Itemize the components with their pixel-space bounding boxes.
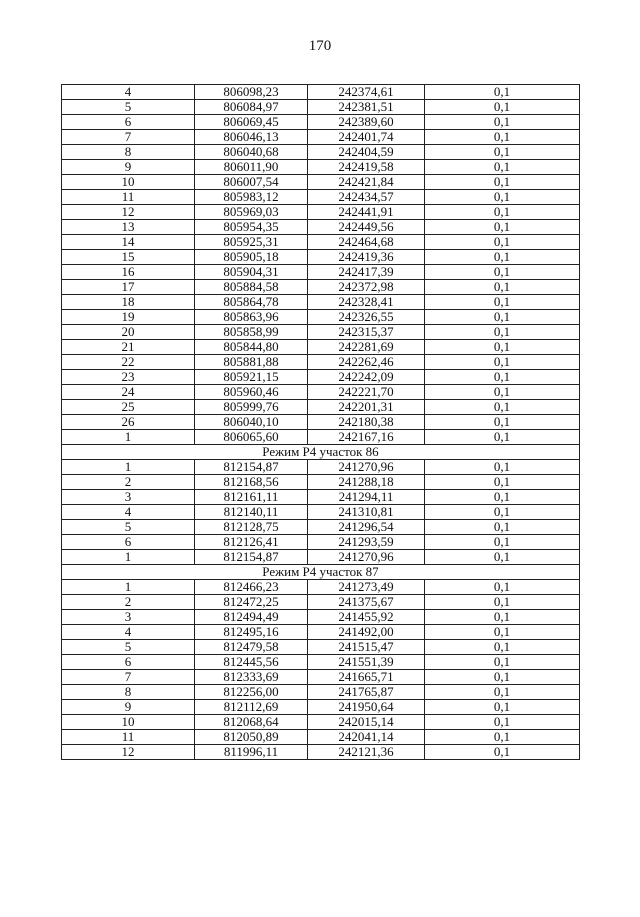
accuracy-cell: 0,1 <box>425 235 580 250</box>
point-number-cell: 4 <box>62 505 195 520</box>
x-coordinate-cell: 805960,46 <box>195 385 308 400</box>
table-row <box>62 535 580 550</box>
point-number-cell: 9 <box>62 160 195 175</box>
point-number-cell: 15 <box>62 250 195 265</box>
x-coordinate-cell: 812256,00 <box>195 685 308 700</box>
accuracy-cell: 0,1 <box>425 745 580 760</box>
y-coordinate-cell: 241375,67 <box>308 595 425 610</box>
table-row <box>62 580 580 595</box>
point-number-cell: 16 <box>62 265 195 280</box>
table-row <box>62 190 580 205</box>
table-row <box>62 550 580 565</box>
y-coordinate-cell: 242315,37 <box>308 325 425 340</box>
table-row <box>62 595 580 610</box>
point-number-cell: 7 <box>62 670 195 685</box>
point-number-cell: 20 <box>62 325 195 340</box>
table-row <box>62 280 580 295</box>
accuracy-cell: 0,1 <box>425 295 580 310</box>
page-number: 170 <box>308 38 332 54</box>
y-coordinate-cell: 241294,11 <box>308 490 425 505</box>
accuracy-cell: 0,1 <box>425 280 580 295</box>
y-coordinate-cell: 241492,00 <box>308 625 425 640</box>
y-coordinate-cell: 242242,09 <box>308 370 425 385</box>
x-coordinate-cell: 805881,88 <box>195 355 308 370</box>
accuracy-cell: 0,1 <box>425 220 580 235</box>
y-coordinate-cell: 242167,16 <box>308 430 425 445</box>
table-row <box>62 745 580 760</box>
point-number-cell: 11 <box>62 190 195 205</box>
x-coordinate-cell: 812445,56 <box>195 655 308 670</box>
table-row <box>62 220 580 235</box>
table-row <box>62 610 580 625</box>
x-coordinate-cell: 812140,11 <box>195 505 308 520</box>
section-header-row <box>62 565 580 580</box>
table-row <box>62 145 580 160</box>
accuracy-cell: 0,1 <box>425 685 580 700</box>
table-row <box>62 460 580 475</box>
y-coordinate-cell: 241270,96 <box>308 460 425 475</box>
coordinates-table-body <box>62 85 580 760</box>
section-title: Режим Р4 участок 87 <box>62 565 580 580</box>
point-number-cell: 4 <box>62 85 195 100</box>
y-coordinate-cell: 241288,18 <box>308 475 425 490</box>
x-coordinate-cell: 812161,11 <box>195 490 308 505</box>
accuracy-cell: 0,1 <box>425 250 580 265</box>
table-row <box>62 385 580 400</box>
x-coordinate-cell: 805983,12 <box>195 190 308 205</box>
point-number-cell: 14 <box>62 235 195 250</box>
accuracy-cell: 0,1 <box>425 430 580 445</box>
accuracy-cell: 0,1 <box>425 535 580 550</box>
x-coordinate-cell: 805863,96 <box>195 310 308 325</box>
table-row <box>62 730 580 745</box>
point-number-cell: 10 <box>62 175 195 190</box>
table-row <box>62 430 580 445</box>
accuracy-cell: 0,1 <box>425 340 580 355</box>
y-coordinate-cell: 242421,84 <box>308 175 425 190</box>
table-row <box>62 400 580 415</box>
point-number-cell: 24 <box>62 385 195 400</box>
table-row <box>62 160 580 175</box>
accuracy-cell: 0,1 <box>425 640 580 655</box>
table-row <box>62 310 580 325</box>
accuracy-cell: 0,1 <box>425 130 580 145</box>
x-coordinate-cell: 812154,87 <box>195 550 308 565</box>
x-coordinate-cell: 805904,31 <box>195 265 308 280</box>
x-coordinate-cell: 811996,11 <box>195 745 308 760</box>
point-number-cell: 18 <box>62 295 195 310</box>
accuracy-cell: 0,1 <box>425 625 580 640</box>
accuracy-cell: 0,1 <box>425 310 580 325</box>
point-number-cell: 12 <box>62 205 195 220</box>
accuracy-cell: 0,1 <box>425 610 580 625</box>
point-number-cell: 12 <box>62 745 195 760</box>
x-coordinate-cell: 805858,99 <box>195 325 308 340</box>
point-number-cell: 4 <box>62 625 195 640</box>
accuracy-cell: 0,1 <box>425 490 580 505</box>
point-number-cell: 11 <box>62 730 195 745</box>
accuracy-cell: 0,1 <box>425 175 580 190</box>
point-number-cell: 5 <box>62 100 195 115</box>
x-coordinate-cell: 812068,64 <box>195 715 308 730</box>
y-coordinate-cell: 242404,59 <box>308 145 425 160</box>
table-row <box>62 235 580 250</box>
table-row <box>62 490 580 505</box>
point-number-cell: 2 <box>62 475 195 490</box>
accuracy-cell: 0,1 <box>425 265 580 280</box>
x-coordinate-cell: 805999,76 <box>195 400 308 415</box>
accuracy-cell: 0,1 <box>425 355 580 370</box>
table-row <box>62 685 580 700</box>
y-coordinate-cell: 242221,70 <box>308 385 425 400</box>
point-number-cell: 6 <box>62 115 195 130</box>
x-coordinate-cell: 812168,56 <box>195 475 308 490</box>
table-row <box>62 715 580 730</box>
table-row <box>62 85 580 100</box>
point-number-cell: 13 <box>62 220 195 235</box>
coordinates-table <box>61 84 580 760</box>
table-row <box>62 370 580 385</box>
table-row <box>62 265 580 280</box>
point-number-cell: 1 <box>62 460 195 475</box>
y-coordinate-cell: 241455,92 <box>308 610 425 625</box>
table-row <box>62 670 580 685</box>
x-coordinate-cell: 812128,75 <box>195 520 308 535</box>
y-coordinate-cell: 242441,91 <box>308 205 425 220</box>
x-coordinate-cell: 812494,49 <box>195 610 308 625</box>
point-number-cell: 3 <box>62 610 195 625</box>
point-number-cell: 8 <box>62 685 195 700</box>
x-coordinate-cell: 805905,18 <box>195 250 308 265</box>
x-coordinate-cell: 806040,68 <box>195 145 308 160</box>
x-coordinate-cell: 805884,58 <box>195 280 308 295</box>
accuracy-cell: 0,1 <box>425 580 580 595</box>
section-header-row <box>62 445 580 460</box>
table-row <box>62 355 580 370</box>
accuracy-cell: 0,1 <box>425 655 580 670</box>
point-number-cell: 19 <box>62 310 195 325</box>
y-coordinate-cell: 242464,68 <box>308 235 425 250</box>
y-coordinate-cell: 241515,47 <box>308 640 425 655</box>
y-coordinate-cell: 242401,74 <box>308 130 425 145</box>
table-row <box>62 115 580 130</box>
accuracy-cell: 0,1 <box>425 115 580 130</box>
accuracy-cell: 0,1 <box>425 85 580 100</box>
point-number-cell: 5 <box>62 640 195 655</box>
table-row <box>62 415 580 430</box>
y-coordinate-cell: 241950,64 <box>308 700 425 715</box>
accuracy-cell: 0,1 <box>425 520 580 535</box>
point-number-cell: 21 <box>62 340 195 355</box>
y-coordinate-cell: 242417,39 <box>308 265 425 280</box>
accuracy-cell: 0,1 <box>425 145 580 160</box>
table-row <box>62 520 580 535</box>
y-coordinate-cell: 242326,55 <box>308 310 425 325</box>
accuracy-cell: 0,1 <box>425 190 580 205</box>
section-title: Режим Р4 участок 86 <box>62 445 580 460</box>
x-coordinate-cell: 805969,03 <box>195 205 308 220</box>
x-coordinate-cell: 812333,69 <box>195 670 308 685</box>
point-number-cell: 26 <box>62 415 195 430</box>
y-coordinate-cell: 242015,14 <box>308 715 425 730</box>
accuracy-cell: 0,1 <box>425 730 580 745</box>
x-coordinate-cell: 806098,23 <box>195 85 308 100</box>
y-coordinate-cell: 241273,49 <box>308 580 425 595</box>
x-coordinate-cell: 806046,13 <box>195 130 308 145</box>
table-row <box>62 295 580 310</box>
point-number-cell: 23 <box>62 370 195 385</box>
point-number-cell: 22 <box>62 355 195 370</box>
table-row <box>62 475 580 490</box>
y-coordinate-cell: 242434,57 <box>308 190 425 205</box>
point-number-cell: 17 <box>62 280 195 295</box>
x-coordinate-cell: 812472,25 <box>195 595 308 610</box>
x-coordinate-cell: 805864,78 <box>195 295 308 310</box>
point-number-cell: 5 <box>62 520 195 535</box>
table-row <box>62 700 580 715</box>
table-row <box>62 325 580 340</box>
table-row <box>62 625 580 640</box>
accuracy-cell: 0,1 <box>425 700 580 715</box>
table-row <box>62 340 580 355</box>
x-coordinate-cell: 805921,15 <box>195 370 308 385</box>
point-number-cell: 8 <box>62 145 195 160</box>
y-coordinate-cell: 241296,54 <box>308 520 425 535</box>
point-number-cell: 7 <box>62 130 195 145</box>
y-coordinate-cell: 242328,41 <box>308 295 425 310</box>
point-number-cell: 3 <box>62 490 195 505</box>
y-coordinate-cell: 242381,51 <box>308 100 425 115</box>
accuracy-cell: 0,1 <box>425 100 580 115</box>
x-coordinate-cell: 806011,90 <box>195 160 308 175</box>
table-row <box>62 205 580 220</box>
point-number-cell: 6 <box>62 535 195 550</box>
table-row <box>62 175 580 190</box>
y-coordinate-cell: 242180,38 <box>308 415 425 430</box>
x-coordinate-cell: 806069,45 <box>195 115 308 130</box>
accuracy-cell: 0,1 <box>425 595 580 610</box>
accuracy-cell: 0,1 <box>425 325 580 340</box>
point-number-cell: 6 <box>62 655 195 670</box>
y-coordinate-cell: 242372,98 <box>308 280 425 295</box>
y-coordinate-cell: 242389,60 <box>308 115 425 130</box>
y-coordinate-cell: 242262,46 <box>308 355 425 370</box>
accuracy-cell: 0,1 <box>425 670 580 685</box>
accuracy-cell: 0,1 <box>425 475 580 490</box>
accuracy-cell: 0,1 <box>425 460 580 475</box>
y-coordinate-cell: 241293,59 <box>308 535 425 550</box>
y-coordinate-cell: 241310,81 <box>308 505 425 520</box>
y-coordinate-cell: 242419,58 <box>308 160 425 175</box>
y-coordinate-cell: 241765,87 <box>308 685 425 700</box>
y-coordinate-cell: 242281,69 <box>308 340 425 355</box>
y-coordinate-cell: 242121,36 <box>308 745 425 760</box>
x-coordinate-cell: 812479,58 <box>195 640 308 655</box>
x-coordinate-cell: 812126,41 <box>195 535 308 550</box>
accuracy-cell: 0,1 <box>425 370 580 385</box>
y-coordinate-cell: 242201,31 <box>308 400 425 415</box>
point-number-cell: 9 <box>62 700 195 715</box>
table-row <box>62 130 580 145</box>
accuracy-cell: 0,1 <box>425 505 580 520</box>
x-coordinate-cell: 806040,10 <box>195 415 308 430</box>
x-coordinate-cell: 812050,89 <box>195 730 308 745</box>
point-number-cell: 1 <box>62 430 195 445</box>
point-number-cell: 10 <box>62 715 195 730</box>
accuracy-cell: 0,1 <box>425 415 580 430</box>
x-coordinate-cell: 806065,60 <box>195 430 308 445</box>
x-coordinate-cell: 806007,54 <box>195 175 308 190</box>
y-coordinate-cell: 241270,96 <box>308 550 425 565</box>
table-row <box>62 250 580 265</box>
y-coordinate-cell: 241551,39 <box>308 655 425 670</box>
accuracy-cell: 0,1 <box>425 550 580 565</box>
x-coordinate-cell: 812154,87 <box>195 460 308 475</box>
x-coordinate-cell: 812495,16 <box>195 625 308 640</box>
x-coordinate-cell: 805954,35 <box>195 220 308 235</box>
point-number-cell: 1 <box>62 550 195 565</box>
point-number-cell: 2 <box>62 595 195 610</box>
x-coordinate-cell: 812112,69 <box>195 700 308 715</box>
table-row <box>62 655 580 670</box>
table-row <box>62 640 580 655</box>
y-coordinate-cell: 241665,71 <box>308 670 425 685</box>
accuracy-cell: 0,1 <box>425 205 580 220</box>
table-row <box>62 505 580 520</box>
y-coordinate-cell: 242449,56 <box>308 220 425 235</box>
x-coordinate-cell: 805925,31 <box>195 235 308 250</box>
y-coordinate-cell: 242419,36 <box>308 250 425 265</box>
accuracy-cell: 0,1 <box>425 385 580 400</box>
accuracy-cell: 0,1 <box>425 160 580 175</box>
y-coordinate-cell: 242041,14 <box>308 730 425 745</box>
x-coordinate-cell: 805844,80 <box>195 340 308 355</box>
accuracy-cell: 0,1 <box>425 400 580 415</box>
x-coordinate-cell: 812466,23 <box>195 580 308 595</box>
point-number-cell: 25 <box>62 400 195 415</box>
y-coordinate-cell: 242374,61 <box>308 85 425 100</box>
x-coordinate-cell: 806084,97 <box>195 100 308 115</box>
accuracy-cell: 0,1 <box>425 715 580 730</box>
table-row <box>62 100 580 115</box>
point-number-cell: 1 <box>62 580 195 595</box>
